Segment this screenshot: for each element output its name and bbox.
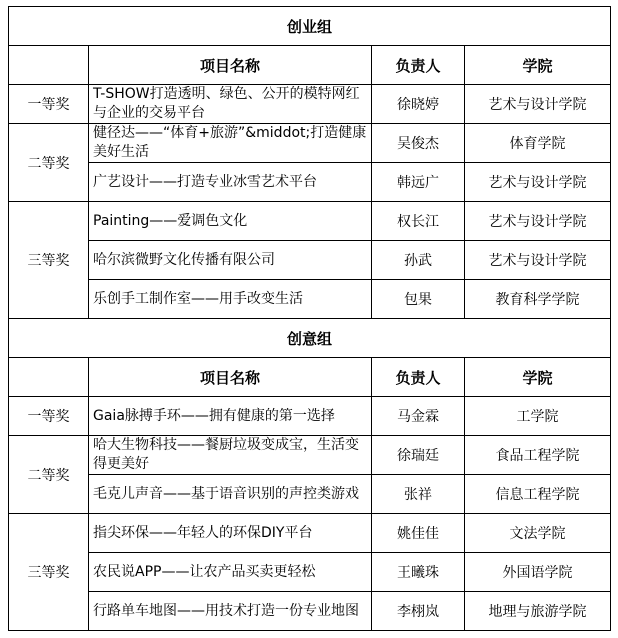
project-name-cell: 广艺设计——打造专业冰雪艺术平台 [89,163,372,202]
prize-header [9,358,89,397]
awards-table [8,6,611,631]
section-header-row [9,7,611,46]
college-cell: 体育学院 [465,124,611,163]
college-cell: 文法学院 [465,514,611,553]
table-row [9,592,611,631]
project-name-cell: 农民说APP——让农产品买卖更轻松 [89,553,372,592]
project-name-cell: 健径达——“体育+旅游”&middot;打造健康美好生活 [89,124,372,163]
college-cell: 外国语学院 [465,553,611,592]
leader-cell: 李栩岚 [372,592,465,631]
leader-cell: 权长江 [372,202,465,241]
section-title: 创业组 [9,7,611,46]
leader-cell: 孙武 [372,241,465,280]
project-header: 项目名称 [89,46,372,85]
college-cell: 教育科学学院 [465,280,611,319]
table-row [9,280,611,319]
college-cell: 艺术与设计学院 [465,202,611,241]
project-name-cell: 哈大生物科技——餐厨垃圾变成宝，生活变得更美好 [89,436,372,475]
project-name-cell: 乐创手工制作室——用手改变生活 [89,280,372,319]
table-row [9,241,611,280]
table-row [9,475,611,514]
college-cell: 艺术与设计学院 [465,85,611,124]
prize-cell: 三等奖 [9,202,89,319]
section-header-row [9,319,611,358]
table-row [9,202,611,241]
table-row [9,124,611,163]
leader-cell: 吴俊杰 [372,124,465,163]
project-name-cell: 毛克儿声音——基于语音识别的声控类游戏 [89,475,372,514]
project-name-cell: 指尖环保——年轻人的环保DIY平台 [89,514,372,553]
leader-cell: 张祥 [372,475,465,514]
prize-header [9,46,89,85]
leader-cell: 王曦珠 [372,553,465,592]
college-cell: 艺术与设计学院 [465,163,611,202]
column-header-row [9,358,611,397]
leader-header: 负责人 [372,358,465,397]
prize-cell: 一等奖 [9,397,89,436]
college-header: 学院 [465,46,611,85]
college-cell: 艺术与设计学院 [465,241,611,280]
prize-cell: 三等奖 [9,514,89,631]
table-row [9,163,611,202]
table-row [9,397,611,436]
table-row [9,436,611,475]
project-name-cell: 哈尔滨微野文化传播有限公司 [89,241,372,280]
leader-cell: 姚佳佳 [372,514,465,553]
college-header: 学院 [465,358,611,397]
table-row [9,514,611,553]
prize-cell: 二等奖 [9,436,89,514]
prize-cell: 一等奖 [9,85,89,124]
table-row [9,85,611,124]
leader-header: 负责人 [372,46,465,85]
leader-cell: 马金霖 [372,397,465,436]
column-header-row [9,46,611,85]
project-header: 项目名称 [89,358,372,397]
college-cell: 食品工程学院 [465,436,611,475]
leader-cell: 包果 [372,280,465,319]
college-cell: 信息工程学院 [465,475,611,514]
leader-cell: 韩远广 [372,163,465,202]
project-name-cell: Gaia脉搏手环——拥有健康的第一选择 [89,397,372,436]
leader-cell: 徐晓婷 [372,85,465,124]
section-title: 创意组 [9,319,611,358]
college-cell: 工学院 [465,397,611,436]
project-name-cell: 行路单车地图——用技术打造一份专业地图 [89,592,372,631]
project-name-cell: T-SHOW打造透明、绿色、公开的模特网红与企业的交易平台 [89,85,372,124]
table-row [9,553,611,592]
college-cell: 地理与旅游学院 [465,592,611,631]
leader-cell: 徐瑞廷 [372,436,465,475]
project-name-cell: Painting——爱调色文化 [89,202,372,241]
prize-cell: 二等奖 [9,124,89,202]
